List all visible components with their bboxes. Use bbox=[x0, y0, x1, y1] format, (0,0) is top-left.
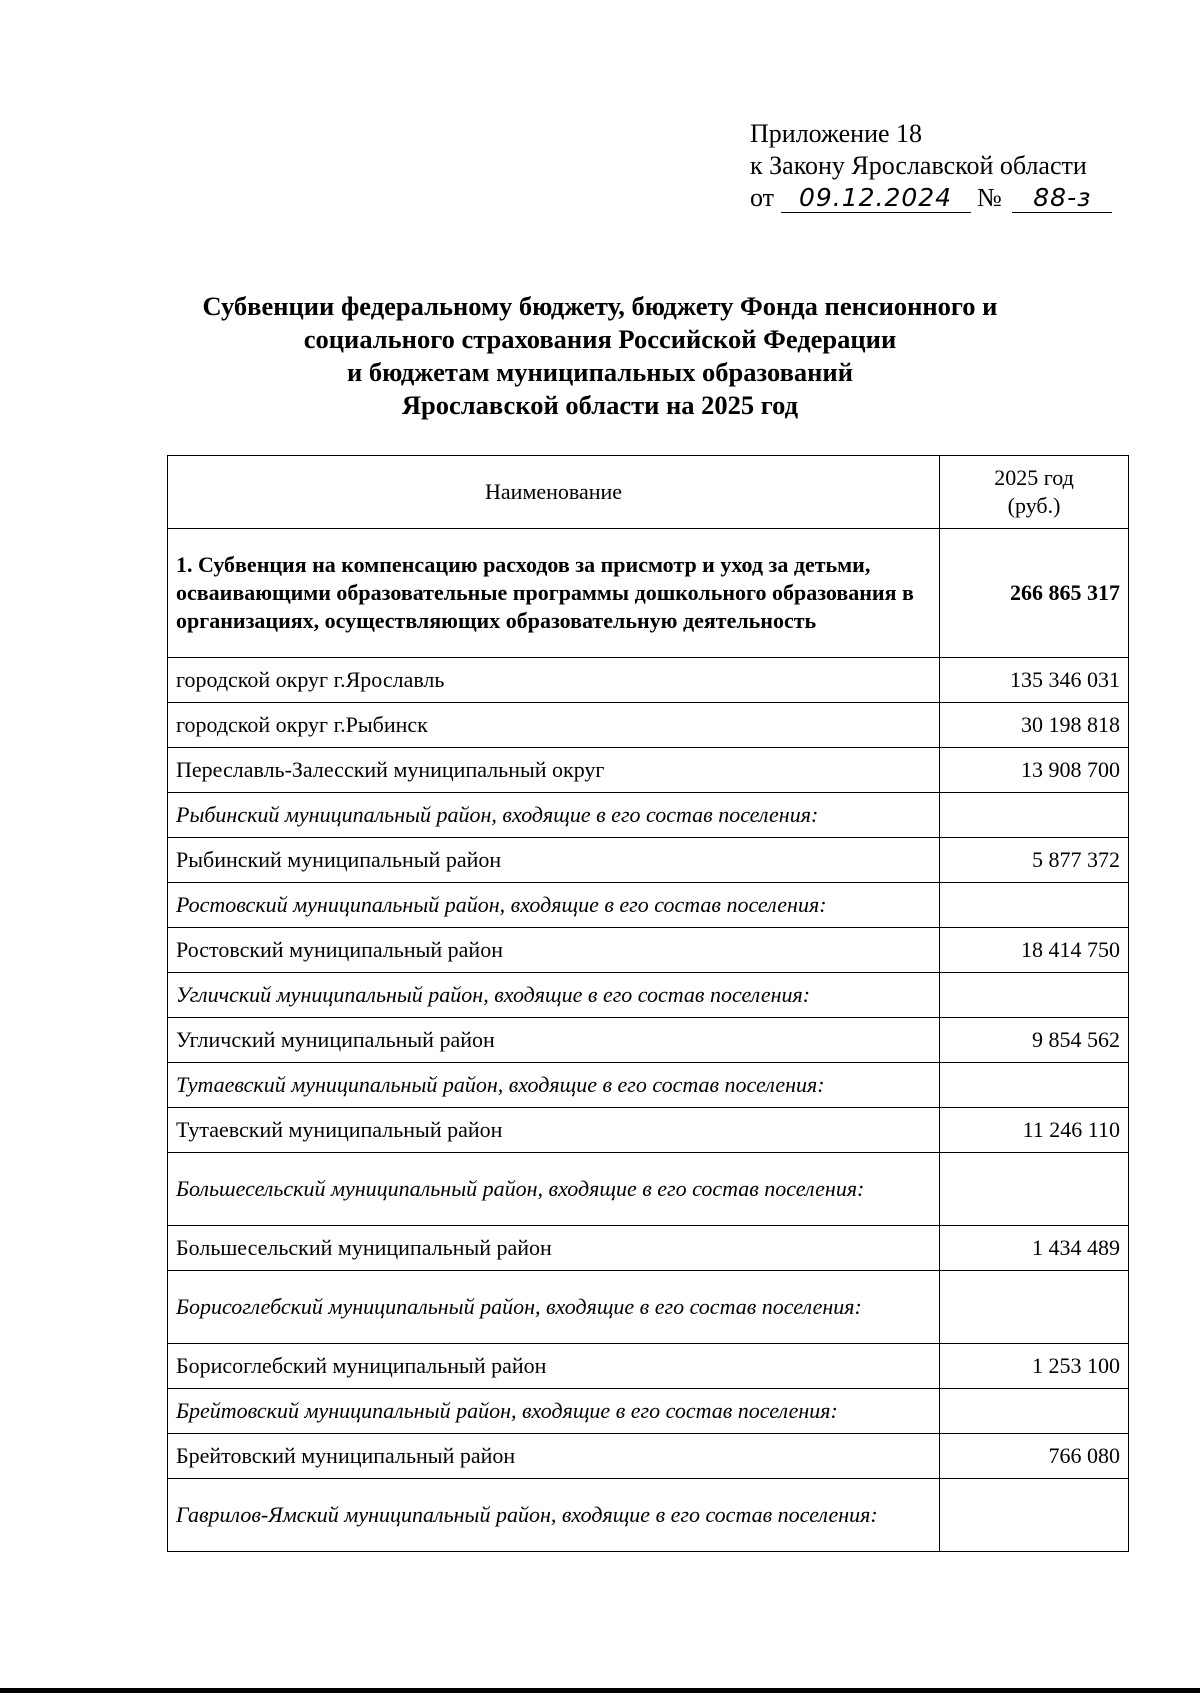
row-value: 1 253 100 bbox=[940, 1344, 1129, 1389]
title-line-1: Субвенции федеральному бюджету, бюджету Фонда пенсионного и bbox=[202, 291, 998, 321]
row-value: 18 414 750 bbox=[940, 928, 1129, 973]
appendix-reference bbox=[750, 118, 1112, 214]
row-value bbox=[940, 1271, 1129, 1344]
row-value bbox=[940, 973, 1129, 1018]
law-reference: к Закону Ярославской области bbox=[750, 151, 1087, 180]
row-name: Тутаевский муниципальный район, входящие в его состав поселения: bbox=[168, 1063, 940, 1108]
appendix-number: Приложение 18 bbox=[750, 119, 923, 148]
header-name-cell: Наименование bbox=[168, 456, 940, 529]
row-value: 13 908 700 bbox=[940, 748, 1129, 793]
table-row bbox=[168, 1153, 1129, 1226]
number-label: № bbox=[977, 183, 1002, 212]
page-bottom-border bbox=[0, 1688, 1200, 1693]
row-value bbox=[940, 1479, 1129, 1552]
row-value: 9 854 562 bbox=[940, 1018, 1129, 1063]
table-row bbox=[168, 838, 1129, 883]
title-line-4: Ярославской области на 2025 год bbox=[401, 390, 799, 420]
row-name: Ростовский муниципальный район, входящие в его состав поселения: bbox=[168, 883, 940, 928]
table-row bbox=[168, 793, 1129, 838]
table-row bbox=[168, 529, 1129, 658]
row-value: 5 877 372 bbox=[940, 838, 1129, 883]
row-name: городской округ г.Ярославль bbox=[168, 658, 940, 703]
title-line-2: социального страхования Российской Федерации bbox=[303, 324, 897, 354]
table-row bbox=[168, 1018, 1129, 1063]
row-name: Борисоглебский муниципальный район bbox=[168, 1344, 940, 1389]
header-year: 2025 год bbox=[994, 465, 1074, 490]
table-row bbox=[168, 1389, 1129, 1434]
table-row bbox=[168, 658, 1129, 703]
row-name: Тутаевский муниципальный район bbox=[168, 1108, 940, 1153]
handwritten-number: 88-з bbox=[1012, 184, 1112, 213]
table-row bbox=[168, 1226, 1129, 1271]
row-value: 30 198 818 bbox=[940, 703, 1129, 748]
row-name: Угличский муниципальный район bbox=[168, 1018, 940, 1063]
table-row bbox=[168, 928, 1129, 973]
table-row bbox=[168, 973, 1129, 1018]
table-row bbox=[168, 703, 1129, 748]
table-row bbox=[168, 1271, 1129, 1344]
law-date-line bbox=[750, 182, 1112, 214]
page-title bbox=[150, 290, 1050, 422]
row-value: 11 246 110 bbox=[940, 1108, 1129, 1153]
row-value: 766 080 bbox=[940, 1434, 1129, 1479]
table-row bbox=[168, 1344, 1129, 1389]
row-value bbox=[940, 1389, 1129, 1434]
header-unit: (руб.) bbox=[1007, 493, 1061, 518]
table-header-row bbox=[168, 456, 1129, 529]
title-line-3: и бюджетам муниципальных образований bbox=[347, 357, 853, 387]
row-value bbox=[940, 1153, 1129, 1226]
table-row bbox=[168, 1479, 1129, 1552]
row-value bbox=[940, 883, 1129, 928]
row-value bbox=[940, 1063, 1129, 1108]
row-name: Большесельский муниципальный район, входящие в его состав поселения: bbox=[168, 1153, 940, 1226]
row-name: 1. Субвенция на компенсацию расходов за присмотр и уход за детьми, осваивающими образовательные программы дошкольного образования в организациях, осуществляющих образовательную деятельность bbox=[168, 529, 940, 658]
table-row bbox=[168, 1108, 1129, 1153]
row-name: Ростовский муниципальный район bbox=[168, 928, 940, 973]
table-row bbox=[168, 1434, 1129, 1479]
row-name: Большесельский муниципальный район bbox=[168, 1226, 940, 1271]
row-name: Угличский муниципальный район, входящие в его состав поселения: bbox=[168, 973, 940, 1018]
row-value bbox=[940, 793, 1129, 838]
table-row bbox=[168, 748, 1129, 793]
row-name: Брейтовский муниципальный район bbox=[168, 1434, 940, 1479]
row-value: 1 434 489 bbox=[940, 1226, 1129, 1271]
row-name: Гаврилов-Ямский муниципальный район, входящие в его состав поселения: bbox=[168, 1479, 940, 1552]
row-name: Брейтовский муниципальный район, входящие в его состав поселения: bbox=[168, 1389, 940, 1434]
header-year-cell bbox=[940, 456, 1129, 529]
row-name: Рыбинский муниципальный район bbox=[168, 838, 940, 883]
from-label: от bbox=[750, 183, 775, 212]
row-name: Рыбинский муниципальный район, входящие в его состав поселения: bbox=[168, 793, 940, 838]
row-name: Переславль-Залесский муниципальный округ bbox=[168, 748, 940, 793]
table-row bbox=[168, 883, 1129, 928]
row-name: Борисоглебский муниципальный район, входящие в его состав поселения: bbox=[168, 1271, 940, 1344]
handwritten-date: 09.12.2024 bbox=[781, 184, 971, 213]
row-value: 135 346 031 bbox=[940, 658, 1129, 703]
table-row bbox=[168, 1063, 1129, 1108]
row-value: 266 865 317 bbox=[940, 529, 1129, 658]
subvention-table bbox=[167, 455, 1129, 1552]
row-name: городской округ г.Рыбинск bbox=[168, 703, 940, 748]
